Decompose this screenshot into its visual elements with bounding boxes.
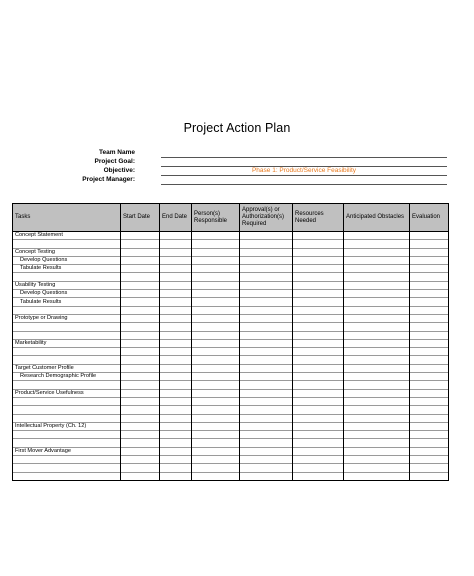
table-cell[interactable]: [410, 373, 449, 381]
table-cell[interactable]: [121, 431, 160, 439]
table-cell[interactable]: [121, 348, 160, 356]
table-cell[interactable]: [160, 314, 192, 322]
table-row: [13, 339, 449, 347]
table-cell[interactable]: [240, 339, 293, 347]
task-cell[interactable]: Concept Statement: [13, 232, 121, 240]
table-cell[interactable]: [192, 248, 240, 256]
table-cell[interactable]: [160, 389, 192, 397]
table-cell[interactable]: [344, 397, 410, 405]
table-cell[interactable]: [240, 447, 293, 455]
task-cell[interactable]: [13, 240, 121, 248]
task-cell[interactable]: [13, 323, 121, 331]
table-body: [13, 232, 449, 481]
table-cell[interactable]: [344, 281, 410, 289]
table-cell[interactable]: [192, 414, 240, 422]
table-cell[interactable]: [160, 431, 192, 439]
task-cell[interactable]: [13, 273, 121, 281]
table-cell[interactable]: [293, 447, 344, 455]
project-manager-line: [161, 184, 447, 185]
table-cell[interactable]: [192, 464, 240, 472]
table-row: [13, 323, 449, 331]
table-cell[interactable]: [240, 331, 293, 339]
table-cell[interactable]: [344, 431, 410, 439]
table-cell[interactable]: [344, 439, 410, 447]
table-cell[interactable]: [240, 439, 293, 447]
table-cell[interactable]: [410, 232, 449, 240]
project-goal-line: [161, 157, 447, 158]
table-cell[interactable]: [160, 331, 192, 339]
table-cell[interactable]: [121, 447, 160, 455]
table-cell[interactable]: [410, 381, 449, 389]
table-cell[interactable]: [293, 298, 344, 306]
table-cell[interactable]: [293, 389, 344, 397]
table-cell[interactable]: [121, 422, 160, 430]
table-cell[interactable]: [160, 232, 192, 240]
table-cell[interactable]: [121, 381, 160, 389]
table-cell[interactable]: [344, 290, 410, 298]
table-cell[interactable]: [293, 439, 344, 447]
table-cell[interactable]: [240, 397, 293, 405]
table-row: [13, 281, 449, 289]
table-cell[interactable]: [410, 348, 449, 356]
project-manager-label: Project Manager:: [82, 176, 135, 183]
table-cell[interactable]: [240, 306, 293, 314]
table-cell[interactable]: [160, 472, 192, 480]
task-cell[interactable]: Marketability: [13, 339, 121, 347]
task-cell[interactable]: [13, 406, 121, 414]
table-cell[interactable]: [344, 256, 410, 264]
table-cell[interactable]: [344, 323, 410, 331]
table-cell[interactable]: [160, 422, 192, 430]
table-cell[interactable]: [160, 464, 192, 472]
table-cell[interactable]: [160, 248, 192, 256]
task-cell[interactable]: Usability Testing: [13, 281, 121, 289]
table-cell[interactable]: [240, 323, 293, 331]
table-cell[interactable]: [410, 331, 449, 339]
task-cell[interactable]: First Mover Advantage: [13, 447, 121, 455]
table-cell[interactable]: [410, 447, 449, 455]
table-cell[interactable]: [160, 256, 192, 264]
table-cell[interactable]: [240, 414, 293, 422]
task-cell[interactable]: [13, 431, 121, 439]
table-row: [13, 314, 449, 322]
table-cell[interactable]: [410, 290, 449, 298]
table-cell[interactable]: [121, 273, 160, 281]
table-cell[interactable]: [240, 314, 293, 322]
table-row: [13, 298, 449, 306]
table-row: [13, 406, 449, 414]
table-row: [13, 273, 449, 281]
task-cell[interactable]: [13, 381, 121, 389]
task-cell[interactable]: Tabulate Results: [13, 298, 121, 306]
table-cell[interactable]: [121, 464, 160, 472]
table-cell[interactable]: [160, 406, 192, 414]
table-cell[interactable]: [160, 456, 192, 464]
task-cell[interactable]: [13, 464, 121, 472]
table-cell[interactable]: [121, 414, 160, 422]
table-cell[interactable]: [192, 281, 240, 289]
table-cell[interactable]: [192, 406, 240, 414]
table-cell[interactable]: [293, 464, 344, 472]
table-row: [13, 464, 449, 472]
table-cell[interactable]: [410, 248, 449, 256]
task-cell[interactable]: Develop Questions: [13, 256, 121, 264]
table-cell[interactable]: [160, 397, 192, 405]
table-cell[interactable]: [344, 240, 410, 248]
table-cell[interactable]: [192, 447, 240, 455]
table-cell[interactable]: [240, 381, 293, 389]
table-cell[interactable]: [240, 240, 293, 248]
table-cell[interactable]: [240, 281, 293, 289]
table-cell[interactable]: [293, 381, 344, 389]
table-row: [13, 389, 449, 397]
table-cell[interactable]: [160, 240, 192, 248]
table-cell[interactable]: [410, 456, 449, 464]
task-cell[interactable]: [13, 472, 121, 480]
table-cell[interactable]: [293, 314, 344, 322]
table-cell[interactable]: [121, 364, 160, 372]
table-cell[interactable]: [192, 456, 240, 464]
table-cell[interactable]: [344, 314, 410, 322]
table-cell[interactable]: [121, 389, 160, 397]
table-cell[interactable]: [410, 273, 449, 281]
table-cell[interactable]: [293, 356, 344, 364]
table-row: [13, 456, 449, 464]
table-cell[interactable]: [293, 414, 344, 422]
table-cell[interactable]: [121, 323, 160, 331]
table-cell[interactable]: [240, 406, 293, 414]
project-goal-label: Project Goal:: [94, 158, 135, 165]
table-cell[interactable]: [192, 422, 240, 430]
table-cell[interactable]: [410, 439, 449, 447]
table-cell[interactable]: [192, 298, 240, 306]
header-resources-needed: Resources Needed: [293, 204, 344, 232]
header-persons-responsible: Person(s) Responsible: [192, 204, 240, 232]
table-cell[interactable]: [293, 248, 344, 256]
table-cell[interactable]: [410, 406, 449, 414]
table-cell[interactable]: [240, 356, 293, 364]
table-cell[interactable]: [410, 314, 449, 322]
table-cell[interactable]: [160, 290, 192, 298]
table-cell[interactable]: [344, 414, 410, 422]
table-cell[interactable]: [160, 323, 192, 331]
table-cell[interactable]: [240, 472, 293, 480]
table-cell[interactable]: [121, 373, 160, 381]
table-cell[interactable]: [121, 397, 160, 405]
table-cell[interactable]: [410, 389, 449, 397]
table-row: [13, 356, 449, 364]
table-cell[interactable]: [344, 356, 410, 364]
table-cell[interactable]: [344, 422, 410, 430]
table-cell[interactable]: [410, 323, 449, 331]
table-cell[interactable]: [160, 265, 192, 273]
table-cell[interactable]: [293, 232, 344, 240]
task-cell[interactable]: Product/Service Usefulness: [13, 389, 121, 397]
table-cell[interactable]: [344, 273, 410, 281]
table-cell[interactable]: [410, 356, 449, 364]
table-cell[interactable]: [410, 422, 449, 430]
table-cell[interactable]: [293, 373, 344, 381]
header-evaluation: Evaluation: [410, 204, 449, 232]
action-plan-table: [12, 203, 449, 481]
table-cell[interactable]: [121, 290, 160, 298]
table-cell[interactable]: [344, 381, 410, 389]
table-cell[interactable]: [410, 431, 449, 439]
table-cell[interactable]: [192, 348, 240, 356]
table-cell[interactable]: [121, 306, 160, 314]
table-cell[interactable]: [160, 373, 192, 381]
table-row: [13, 290, 449, 298]
table-cell[interactable]: [192, 314, 240, 322]
table-cell[interactable]: [240, 373, 293, 381]
table-cell[interactable]: [192, 232, 240, 240]
table-cell[interactable]: [240, 464, 293, 472]
table-cell[interactable]: [160, 356, 192, 364]
task-cell[interactable]: Develop Questions: [13, 290, 121, 298]
table-cell[interactable]: [121, 265, 160, 273]
table-cell[interactable]: [192, 339, 240, 347]
table-cell[interactable]: [293, 364, 344, 372]
table-cell[interactable]: [344, 265, 410, 273]
table-cell[interactable]: [192, 290, 240, 298]
table-cell[interactable]: [121, 314, 160, 322]
table-cell[interactable]: [293, 348, 344, 356]
table-cell[interactable]: [410, 464, 449, 472]
table-cell[interactable]: [240, 389, 293, 397]
table-cell[interactable]: [410, 265, 449, 273]
table-cell[interactable]: [293, 323, 344, 331]
table-cell[interactable]: [344, 339, 410, 347]
table-cell[interactable]: [410, 240, 449, 248]
table-cell[interactable]: [192, 439, 240, 447]
table-cell[interactable]: [160, 339, 192, 347]
table-cell[interactable]: [192, 381, 240, 389]
table-row: [13, 265, 449, 273]
header-start-date: Start Date: [121, 204, 160, 232]
table-cell[interactable]: [293, 273, 344, 281]
table-cell[interactable]: [344, 248, 410, 256]
table-header-row: [13, 204, 449, 232]
team-name-label: Team Name: [98, 149, 135, 156]
table-cell[interactable]: [344, 464, 410, 472]
table-cell[interactable]: [344, 306, 410, 314]
phase-label: Phase 1: Product/Service Feasibility: [251, 167, 357, 174]
table-cell[interactable]: [240, 248, 293, 256]
table-cell[interactable]: [121, 248, 160, 256]
table-cell[interactable]: [121, 472, 160, 480]
table-cell[interactable]: [344, 298, 410, 306]
header-approvals-required: Approval(s) or Authorization(s) Required: [240, 204, 293, 232]
table-cell[interactable]: [410, 397, 449, 405]
task-cell[interactable]: [13, 348, 121, 356]
table-cell[interactable]: [240, 364, 293, 372]
table-row: [13, 306, 449, 314]
table-cell[interactable]: [410, 414, 449, 422]
phase-line: [161, 175, 447, 176]
task-cell[interactable]: [13, 397, 121, 405]
table-row: [13, 397, 449, 405]
table-cell[interactable]: [293, 431, 344, 439]
task-cell[interactable]: [13, 356, 121, 364]
table-cell[interactable]: [121, 281, 160, 289]
table-cell[interactable]: [293, 306, 344, 314]
table-cell[interactable]: [192, 397, 240, 405]
table-cell[interactable]: [293, 339, 344, 347]
table-cell[interactable]: [344, 456, 410, 464]
table-cell[interactable]: [293, 331, 344, 339]
table-cell[interactable]: [240, 431, 293, 439]
table-cell[interactable]: [192, 240, 240, 248]
table-cell[interactable]: [192, 323, 240, 331]
table-cell[interactable]: [192, 306, 240, 314]
table-row: [13, 348, 449, 356]
table-cell[interactable]: [240, 256, 293, 264]
task-cell[interactable]: Concept Testing: [13, 248, 121, 256]
table-cell[interactable]: [121, 331, 160, 339]
table-cell[interactable]: [160, 364, 192, 372]
table-cell[interactable]: [192, 273, 240, 281]
table-cell[interactable]: [344, 447, 410, 455]
table-cell[interactable]: [293, 422, 344, 430]
table-cell[interactable]: [121, 298, 160, 306]
table-cell[interactable]: [192, 389, 240, 397]
table-cell[interactable]: [410, 298, 449, 306]
table-cell[interactable]: [240, 232, 293, 240]
table-cell[interactable]: [240, 265, 293, 273]
table-cell[interactable]: [240, 298, 293, 306]
table-cell[interactable]: [121, 240, 160, 248]
task-cell[interactable]: Tabulate Results: [13, 265, 121, 273]
table-row: [13, 248, 449, 256]
table-row: [13, 414, 449, 422]
table-cell[interactable]: [192, 331, 240, 339]
table-cell[interactable]: [160, 381, 192, 389]
table-row: [13, 447, 449, 455]
table-row: [13, 472, 449, 480]
table-cell[interactable]: [160, 348, 192, 356]
table-cell[interactable]: [192, 256, 240, 264]
table-cell[interactable]: [410, 339, 449, 347]
task-cell[interactable]: [13, 331, 121, 339]
table-cell[interactable]: [121, 456, 160, 464]
table-cell[interactable]: [410, 306, 449, 314]
table-cell[interactable]: [192, 364, 240, 372]
table-cell[interactable]: [240, 456, 293, 464]
table-cell[interactable]: [410, 281, 449, 289]
table-cell[interactable]: [293, 397, 344, 405]
table-cell[interactable]: [293, 281, 344, 289]
table-cell[interactable]: [240, 348, 293, 356]
task-cell[interactable]: Target Customer Profile: [13, 364, 121, 372]
table-row: [13, 240, 449, 248]
table-cell[interactable]: [344, 389, 410, 397]
table-cell[interactable]: [160, 414, 192, 422]
table-cell[interactable]: [121, 339, 160, 347]
table-row: [13, 439, 449, 447]
table-cell[interactable]: [160, 439, 192, 447]
table-cell[interactable]: [121, 232, 160, 240]
header-tasks: Tasks: [13, 204, 121, 232]
table-cell[interactable]: [121, 439, 160, 447]
objective-label: Objective:: [103, 167, 135, 174]
table-row: [13, 381, 449, 389]
table-cell[interactable]: [192, 472, 240, 480]
table-row: [13, 256, 449, 264]
table-cell[interactable]: [344, 348, 410, 356]
table-cell[interactable]: [344, 472, 410, 480]
table-cell[interactable]: [192, 373, 240, 381]
table-row: [13, 431, 449, 439]
table-cell[interactable]: [344, 331, 410, 339]
table-cell[interactable]: [240, 273, 293, 281]
task-cell[interactable]: [13, 306, 121, 314]
table-cell[interactable]: [240, 290, 293, 298]
table-row: [13, 232, 449, 240]
table-row: [13, 364, 449, 372]
table-cell[interactable]: [293, 256, 344, 264]
table-cell[interactable]: [240, 422, 293, 430]
table-cell[interactable]: [344, 232, 410, 240]
table-row: [13, 422, 449, 430]
table-cell[interactable]: [293, 406, 344, 414]
table-cell[interactable]: [192, 356, 240, 364]
task-cell[interactable]: Prototype or Drawing: [13, 314, 121, 322]
table-cell[interactable]: [344, 406, 410, 414]
table-cell[interactable]: [192, 265, 240, 273]
page-title: Project Action Plan: [183, 121, 291, 135]
table-cell[interactable]: [293, 265, 344, 273]
task-cell[interactable]: [13, 439, 121, 447]
table-row: [13, 331, 449, 339]
table-cell[interactable]: [293, 456, 344, 464]
task-cell[interactable]: [13, 414, 121, 422]
table-cell[interactable]: [192, 431, 240, 439]
task-cell[interactable]: Research Demographic Profile: [13, 373, 121, 381]
header-end-date: End Date: [160, 204, 192, 232]
table-cell[interactable]: [121, 356, 160, 364]
table-cell[interactable]: [160, 306, 192, 314]
task-cell[interactable]: [13, 456, 121, 464]
table-cell[interactable]: [121, 406, 160, 414]
table-cell[interactable]: [121, 256, 160, 264]
table-cell[interactable]: [160, 273, 192, 281]
table-cell[interactable]: [410, 472, 449, 480]
table-cell[interactable]: [293, 240, 344, 248]
task-cell[interactable]: Intellectual Property (Ch. 12): [13, 422, 121, 430]
table-cell[interactable]: [344, 364, 410, 372]
table-cell[interactable]: [160, 281, 192, 289]
table-row: [13, 373, 449, 381]
table-cell[interactable]: [160, 447, 192, 455]
table-cell[interactable]: [160, 298, 192, 306]
header-anticipated-obstacles: Anticipated Obstacles: [344, 204, 410, 232]
table-cell[interactable]: [344, 373, 410, 381]
table-cell[interactable]: [410, 256, 449, 264]
table-cell[interactable]: [410, 364, 449, 372]
table-cell[interactable]: [293, 472, 344, 480]
table-cell[interactable]: [293, 290, 344, 298]
